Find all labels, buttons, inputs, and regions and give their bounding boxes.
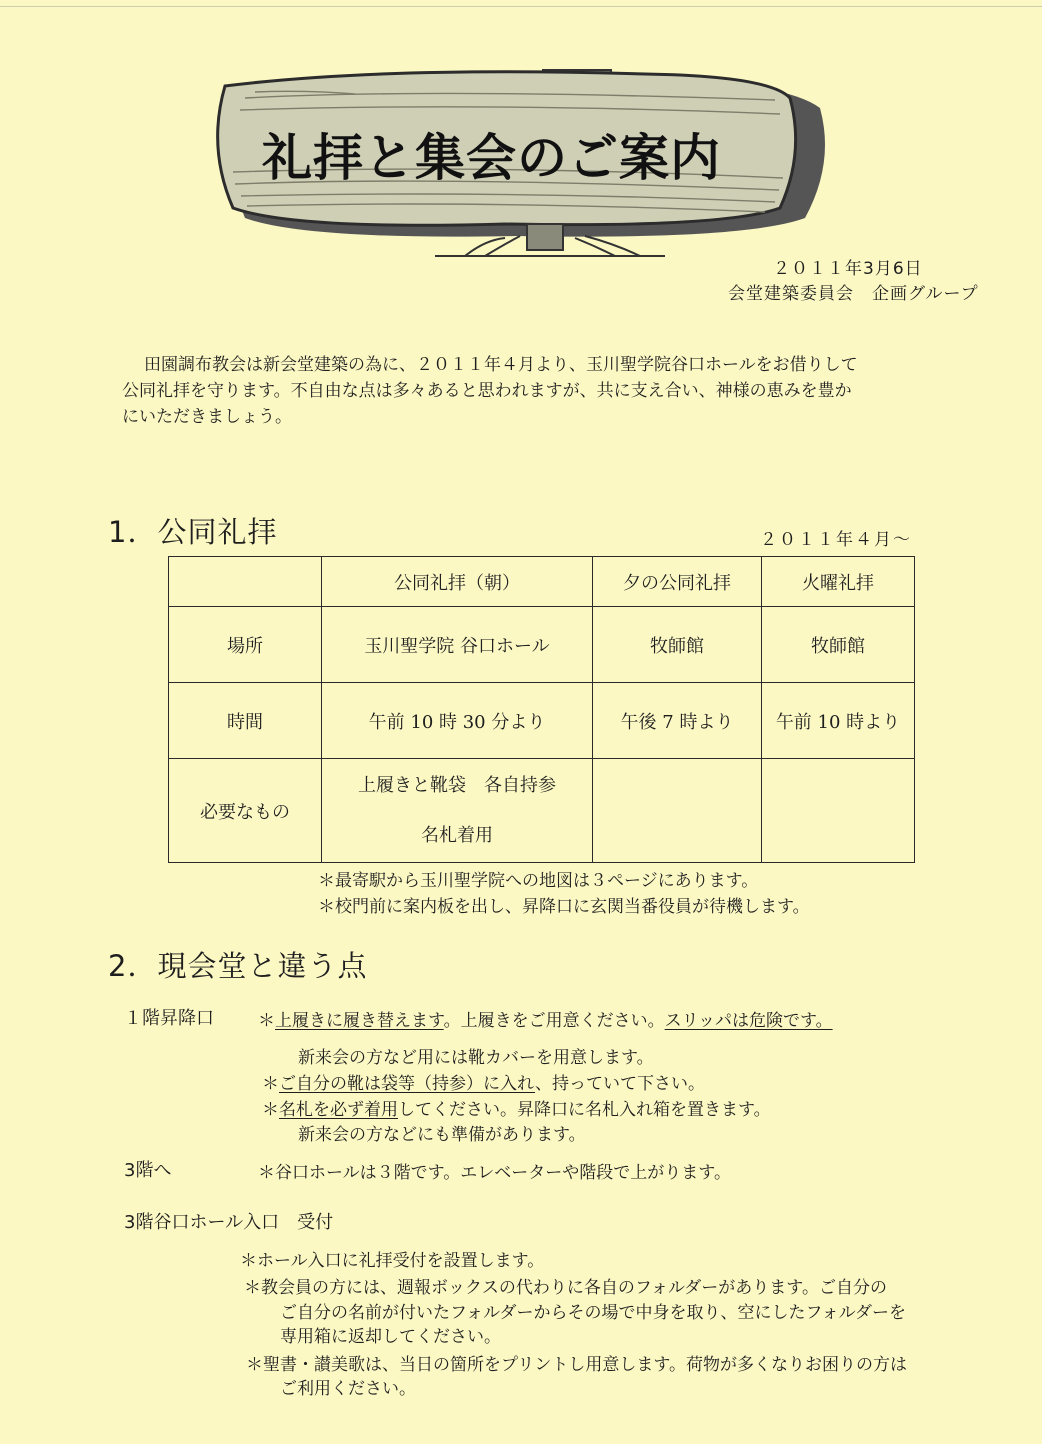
page-title: 礼拝と集会のご案内 — [262, 129, 721, 187]
entrance-line: 新来会の方などにも準備があります。 — [298, 1125, 586, 1145]
row-label: 必要なもの — [169, 759, 322, 863]
issue-date: ２０１１年3月6日 — [773, 259, 923, 279]
table-cell: 玉川聖学院 谷口ホール — [322, 607, 593, 683]
table-row — [169, 607, 915, 683]
row-label: 時間 — [169, 683, 322, 759]
bullet: ＊ — [262, 1100, 279, 1120]
underlined-text: 上履きに履き替えます — [275, 1011, 444, 1031]
intro-paragraph — [122, 352, 902, 430]
table-cell: 午後 7 時より — [593, 683, 762, 759]
table-header-row — [169, 557, 915, 607]
table-header-cell — [169, 557, 322, 607]
cell-line: 上履きと靴袋 各自持参 — [358, 774, 556, 796]
third-floor-label: 3階へ — [124, 1160, 172, 1181]
reception-line: ＊聖書・讃美歌は、当日の箇所をプリントし用意します。荷物が多くなりお困りの方は — [246, 1355, 907, 1375]
text: 。上履きをご用意ください。 — [443, 1011, 665, 1031]
underlined-text: ご自分の靴は袋等（持参）に入れ — [279, 1074, 536, 1094]
entrance-line — [258, 1006, 833, 1031]
cell-line: 名札着用 — [421, 824, 493, 846]
reception-line: ご自分の名前が付いたフォルダーからその場で中身を取り、空にしたフォルダーを — [280, 1303, 906, 1323]
section1-heading: 1．公同礼拝 — [108, 515, 278, 549]
table-cell — [762, 759, 915, 863]
underlined-text: 名札を必ず着用 — [279, 1100, 398, 1120]
table-row — [169, 759, 915, 863]
reception-line: 専用箱に返却してください。 — [280, 1327, 501, 1347]
bullet: ＊ — [262, 1074, 279, 1094]
table-cell — [593, 759, 762, 863]
entrance-line: 新来会の方など用には靴カバーを用意します。 — [298, 1048, 654, 1068]
reception-line: ＊教会員の方には、週報ボックスの代わりに各自のフォルダーがあります。ご自分の — [244, 1278, 887, 1298]
reception-line: ＊ホール入口に礼拝受付を設置します。 — [240, 1251, 545, 1271]
table-cell — [322, 759, 593, 863]
table-cell: 午前 10 時より — [762, 683, 915, 759]
intro-line: 公同礼拝を守ります。不自由な点は多々あると思われますが、共に支え合い、神様の恵みを豊か — [122, 381, 852, 401]
effective-since: ２０１１年４月～ — [760, 530, 912, 550]
section2-heading: 2．現会堂と違う点 — [108, 949, 368, 983]
entrance-label: １階昇降口 — [124, 1008, 214, 1029]
scan-edge-line — [0, 6, 1042, 7]
note-line: ＊校門前に案内板を出し、昇降口に玄関当番役員が待機します。 — [318, 897, 810, 917]
table-header-cell: 夕の公同礼拝 — [593, 557, 762, 607]
underlined-text: スリッパは危険です。 — [664, 1011, 833, 1031]
bullet: ＊ — [258, 1011, 275, 1031]
text: してください。昇降口に名札入れ箱を置きます。 — [398, 1100, 771, 1120]
note-line: ＊最寄駅から玉川聖学院への地図は３ページにあります。 — [318, 871, 759, 891]
table-cell: 牧師館 — [593, 607, 762, 683]
row-label: 場所 — [169, 607, 322, 683]
reception-line: ご利用ください。 — [280, 1379, 416, 1399]
entrance-line — [262, 1069, 705, 1094]
text: 、持っていて下さい。 — [535, 1074, 706, 1094]
intro-line: にいただきましょう。 — [122, 407, 292, 427]
organization-name: 会堂建築委員会 企画グループ — [728, 284, 979, 304]
reception-label: 3階谷口ホール入口 受付 — [124, 1212, 334, 1233]
table-row — [169, 683, 915, 759]
table-header-cell: 公同礼拝（朝） — [322, 557, 593, 607]
intro-line: 田園調布教会は新会堂建築の為に、２０１１年４月より、玉川聖学院谷口ホールをお借りして — [144, 355, 858, 375]
service-schedule-table — [168, 556, 915, 863]
table-header-cell: 火曜礼拝 — [762, 557, 915, 607]
third-floor-line: ＊谷口ホールは３階です。エレベーターや階段で上がります。 — [258, 1163, 731, 1183]
table-cell: 午前 10 時 30 分より — [322, 683, 593, 759]
table-cell: 牧師館 — [762, 607, 915, 683]
entrance-line — [262, 1095, 771, 1120]
